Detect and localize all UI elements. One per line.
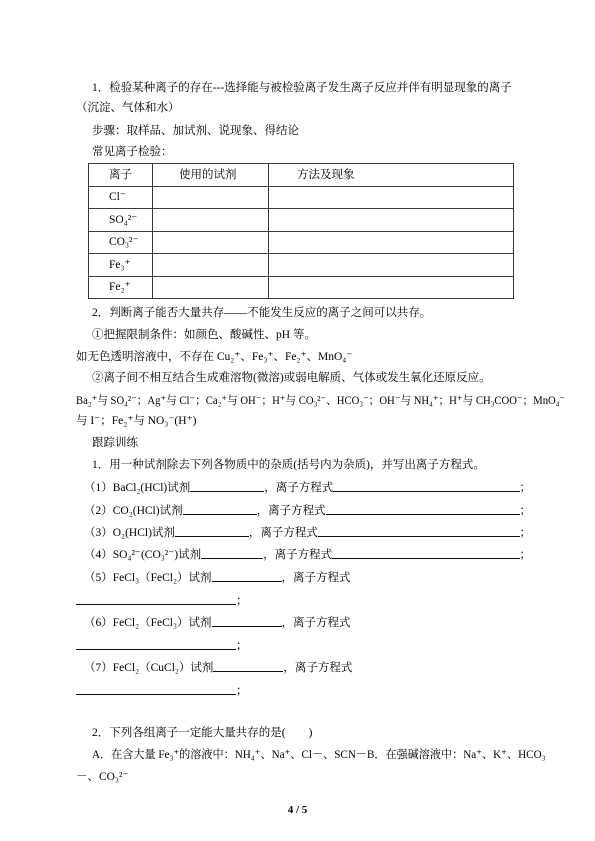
condition-rule-2: ②离子间不相互结合生成难溶物(微溶)或弱电解质、气体或发生氧化还原反应。 — [92, 372, 491, 384]
condition-rule-2-examples-line-1: Ba₂⁺与 SO₄²⁻；Ag⁺与 Cl⁻；Ca₂⁺与 OH⁻；H⁺与 CO₃²⁻、HCO₃⁻；OH⁻与 NH₄⁺；H⁺与 CH₃COO⁻；MnO₄⁻ — [76, 395, 566, 407]
reagent-answer-blank — [201, 548, 263, 559]
ion-cell: Fe₂⁺ — [89, 276, 153, 299]
reagent-answer-blank — [175, 526, 249, 537]
reagent-answer-blank — [183, 504, 257, 515]
equation-label: ，离子方程式 — [256, 505, 326, 517]
method-cell — [269, 254, 514, 277]
exercise-item-4 — [84, 547, 531, 563]
item-end-punctuation: ； — [236, 640, 248, 652]
question-2-options-line-1: A．在含大量 Fe₃⁺的溶液中：NH₄⁺、Na⁺、Cl－、SCN－B．在强碱溶液中：Na⁺、K⁺、HCO₃ — [92, 749, 546, 761]
exercise-item-6-equation-line — [76, 638, 248, 654]
item-prompt: （6）FeCl₂（FeCl₃）试剂 — [84, 617, 212, 629]
item-prompt: （2）CO₂(HCl)试剂 — [84, 505, 183, 517]
reagent-cell — [153, 209, 269, 232]
reagent-answer-blank — [190, 481, 264, 492]
method-cell — [269, 186, 514, 209]
item-prompt: （5）FeCl₃（FeCl₂）试剂 — [84, 572, 212, 584]
table-header-row — [89, 164, 514, 187]
header-method-phenomenon: 方法及现象 — [269, 164, 514, 187]
exercise-item-2 — [84, 503, 531, 519]
reagent-cell — [153, 276, 269, 299]
method-cell — [269, 231, 514, 254]
method-cell — [269, 276, 514, 299]
reagent-cell — [153, 254, 269, 277]
exercise-item-5-equation-line — [76, 593, 248, 609]
item-end-punctuation: ； — [236, 595, 248, 607]
item-prompt: （3）O₂(HCl)试剂 — [84, 527, 175, 539]
question-2-stem: 2．下列各组离子一定能大量共存的是( ) — [92, 727, 313, 739]
ion-test-table — [88, 163, 514, 299]
condition-rule-1-example: 如无色透明溶液中，不存在 Cu₂⁺、Fe₃⁺、Fe₂⁺、MnO₄⁻ — [76, 351, 353, 363]
item-end-punctuation: ； — [519, 549, 531, 561]
condition-rule-2-examples-line-2: 与 I⁻；Fe₂⁺与 NO₃⁻(H⁺) — [76, 415, 197, 427]
table-row — [89, 276, 514, 299]
equation-label: ，离子方程式 — [248, 527, 318, 539]
item-end-punctuation: ； — [519, 527, 531, 539]
header-reagent: 使用的试剂 — [153, 164, 269, 187]
ion-cell: SO₄²⁻ — [89, 209, 153, 232]
reagent-cell — [153, 231, 269, 254]
equation-answer-blank — [76, 684, 236, 695]
exercise-item-5 — [84, 570, 351, 586]
equation-answer-blank — [333, 481, 519, 492]
equation-answer-blank — [76, 594, 236, 605]
table-row — [89, 254, 514, 277]
item-end-punctuation: ； — [519, 505, 531, 517]
item-end-punctuation: ； — [236, 685, 248, 697]
section-2-heading: 2．判断离子能否大量共存——不能发生反应的离子之间可以共存。 — [92, 307, 432, 319]
exercise-item-1 — [84, 480, 531, 496]
table-row — [89, 231, 514, 254]
equation-answer-blank — [326, 504, 520, 515]
question-1-stem: 1．用一种试剂除去下列各物质中的杂质(括号内为杂质)，并写出离子方程式。 — [92, 459, 485, 471]
test-steps-text: 步骤：取样品、加试剂、说现象、得结论 — [92, 125, 299, 137]
reagent-answer-blank — [212, 616, 282, 627]
item-prompt: （1）BaCl₂(HCl)试剂 — [84, 482, 191, 494]
page-number: 4 / 5 — [287, 804, 308, 816]
condition-rule-1: ①把握限制条件：如颜色、酸碱性、pH 等。 — [92, 329, 316, 341]
equation-answer-blank — [332, 548, 519, 559]
item-end-punctuation: ； — [519, 482, 531, 494]
reagent-answer-blank — [213, 661, 283, 672]
section-1-heading-continuation: （沉淀、气体和水） — [76, 102, 180, 114]
exercise-item-3 — [84, 525, 531, 541]
equation-label: ，离子方程式 — [283, 662, 353, 674]
item-prompt: （7）FeCl₂（CuCl₂）试剂 — [84, 662, 214, 674]
reagent-cell — [153, 186, 269, 209]
equation-label: ，离子方程式 — [264, 482, 334, 494]
equation-label: ，离子方程式 — [263, 549, 333, 561]
ion-cell: Fe₃⁺ — [89, 254, 153, 277]
exercise-item-7 — [84, 660, 352, 676]
exercise-item-6 — [84, 615, 351, 631]
section-1-heading: 1．检验某种离子的存在---选择能与被检验离子发生离子反应并伴有明显现象的离子 — [92, 82, 512, 94]
equation-label: ，离子方程式 — [281, 617, 351, 629]
item-prompt: （4）SO₄²⁻(CO₃²⁻)试剂 — [84, 549, 202, 561]
equation-label: ，离子方程式 — [281, 572, 351, 584]
header-ion: 离子 — [89, 164, 153, 187]
ion-cell: Cl⁻ — [89, 186, 153, 209]
reagent-answer-blank — [212, 571, 282, 582]
equation-answer-blank — [76, 639, 236, 650]
practice-title: 跟踪训练 — [92, 437, 138, 449]
method-cell — [269, 209, 514, 232]
question-2-options-line-2: －、CO₃²⁻ — [76, 771, 129, 783]
ion-cell: CO₃²⁻ — [89, 231, 153, 254]
equation-answer-blank — [318, 526, 520, 537]
exercise-item-7-equation-line — [76, 683, 248, 699]
table-row — [89, 186, 514, 209]
table-row — [89, 209, 514, 232]
table-caption: 常见离子检验： — [92, 146, 173, 158]
